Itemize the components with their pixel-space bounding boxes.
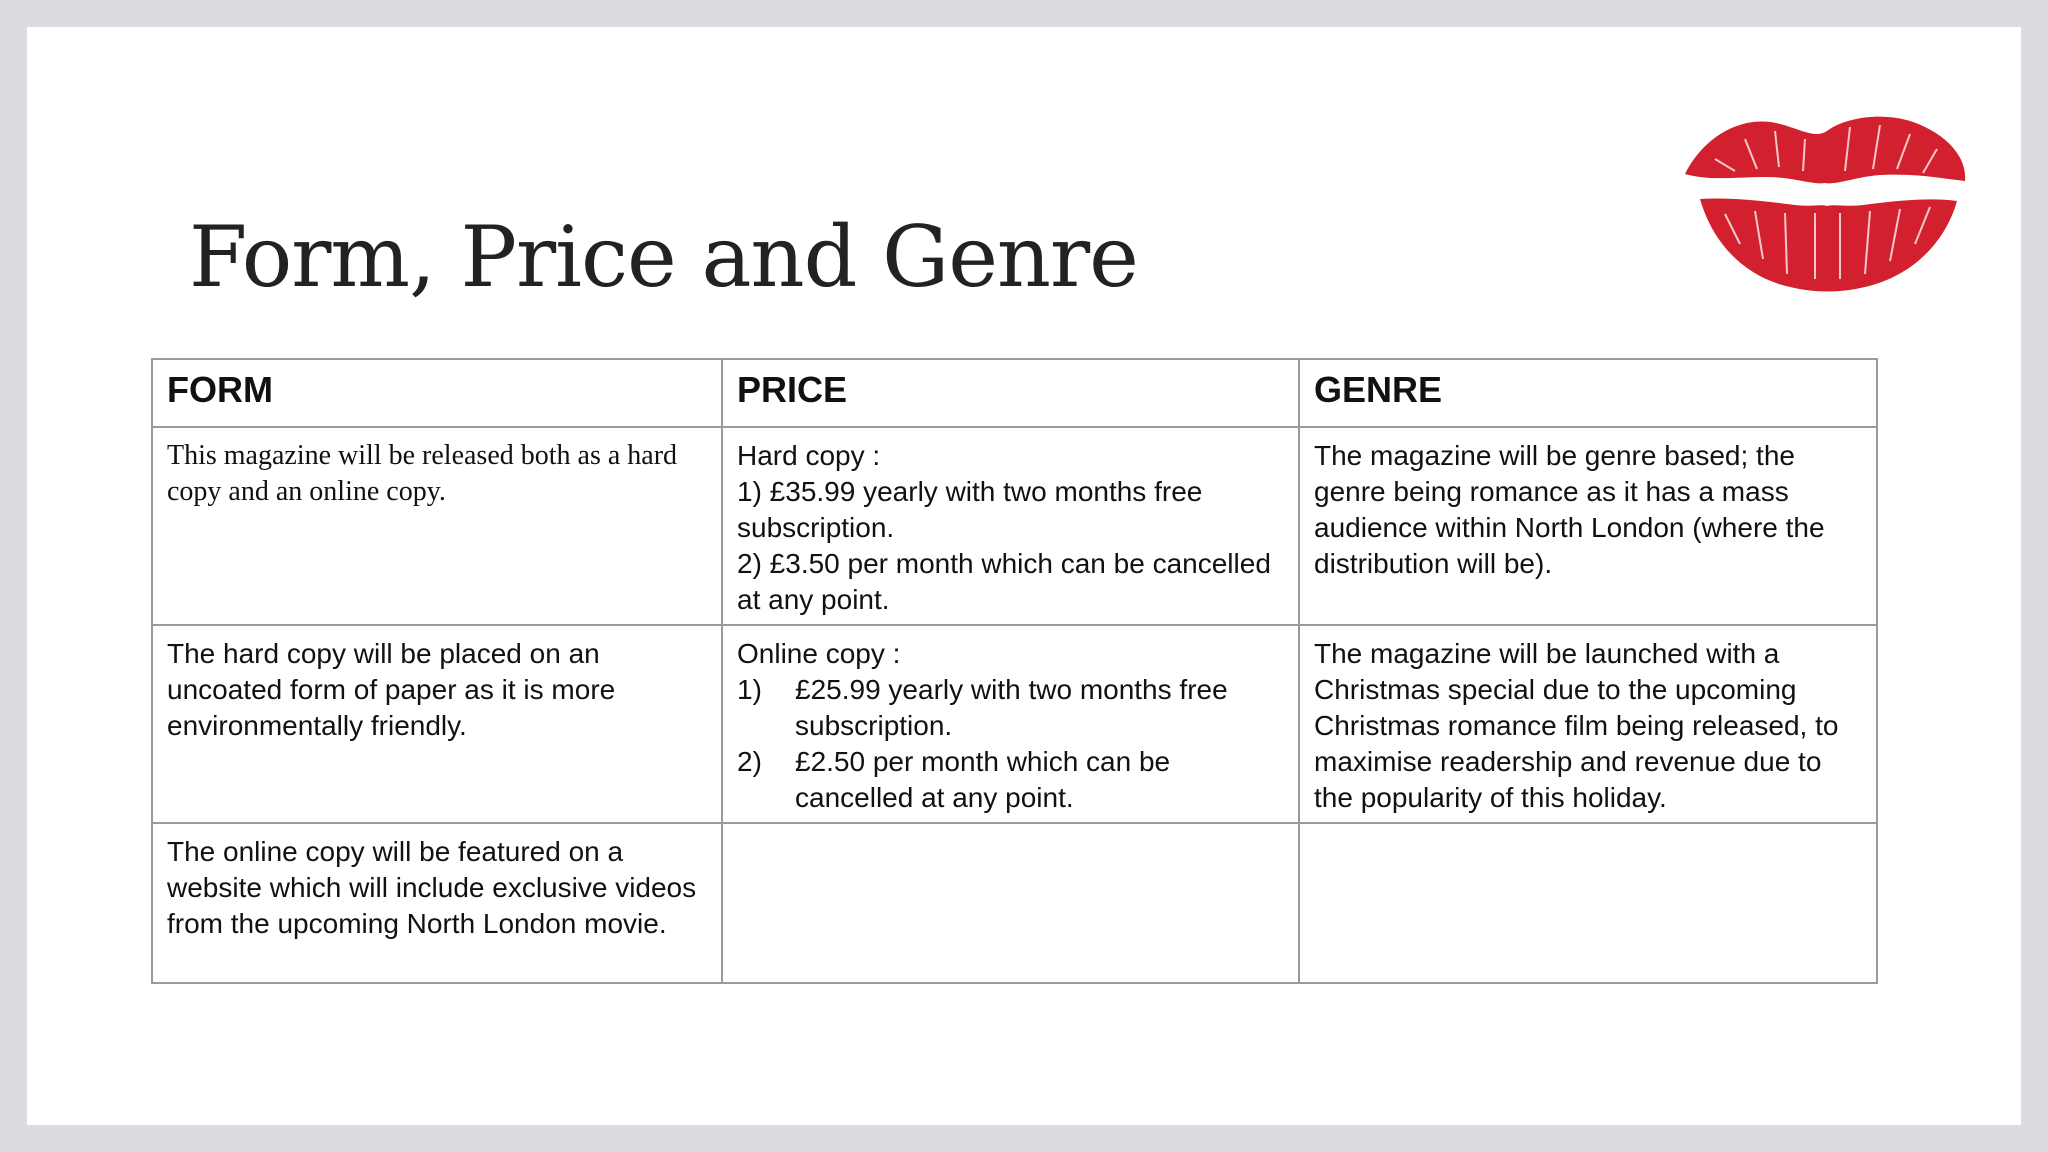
genre-cell-romance: The magazine will be genre based; the genre being romance as it has a mass audience within North London (where the distribution will be). bbox=[1299, 427, 1877, 625]
form-cell-hard-copy: The hard copy will be placed on an uncoated form of paper as it is more environmentally friendly. bbox=[152, 625, 722, 823]
price-cell-hard-copy bbox=[722, 427, 1299, 625]
header-genre: GENRE bbox=[1299, 359, 1877, 427]
genre-cell-christmas: The magazine will be launched with a Christmas special due to the upcoming Christmas romance film being released, to maximise readership and revenue due to the popularity of this holiday. bbox=[1299, 625, 1877, 823]
hard-copy-heading: Hard copy : bbox=[737, 440, 881, 471]
online-copy-item-1 bbox=[737, 672, 1284, 744]
hard-copy-item-1: 1) £35.99 yearly with two months free subscription. bbox=[737, 476, 1203, 543]
online-copy-item-2 bbox=[737, 744, 1284, 816]
form-price-genre-table bbox=[151, 358, 1878, 984]
lipstick-kiss-icon bbox=[1675, 79, 1975, 329]
online-copy-item-1-number: 1) bbox=[737, 674, 762, 705]
price-cell-online-copy bbox=[722, 625, 1299, 823]
genre-cell-empty bbox=[1299, 823, 1877, 983]
header-form: FORM bbox=[152, 359, 722, 427]
online-copy-item-1-text: £25.99 yearly with two months free subscription. bbox=[795, 674, 1228, 741]
online-copy-item-2-number: 2) bbox=[737, 746, 762, 777]
form-cell-release: This magazine will be released both as a hard copy and an online copy. bbox=[152, 427, 722, 625]
table-row bbox=[152, 625, 1877, 823]
price-cell-empty bbox=[722, 823, 1299, 983]
online-copy-item-2-text: £2.50 per month which can be cancelled at any point. bbox=[795, 746, 1171, 813]
table-row bbox=[152, 427, 1877, 625]
online-copy-heading: Online copy : bbox=[737, 638, 901, 669]
header-price: PRICE bbox=[722, 359, 1299, 427]
form-cell-online-copy: The online copy will be featured on a website which will include exclusive videos from the upcoming North London movie. bbox=[152, 823, 722, 983]
slide bbox=[27, 27, 2021, 1125]
hard-copy-item-2: 2) £3.50 per month which can be cancelled at any point. bbox=[737, 548, 1271, 615]
slide-title: Form, Price and Genre bbox=[189, 208, 1138, 306]
table-header-row bbox=[152, 359, 1877, 427]
table-row bbox=[152, 823, 1877, 983]
